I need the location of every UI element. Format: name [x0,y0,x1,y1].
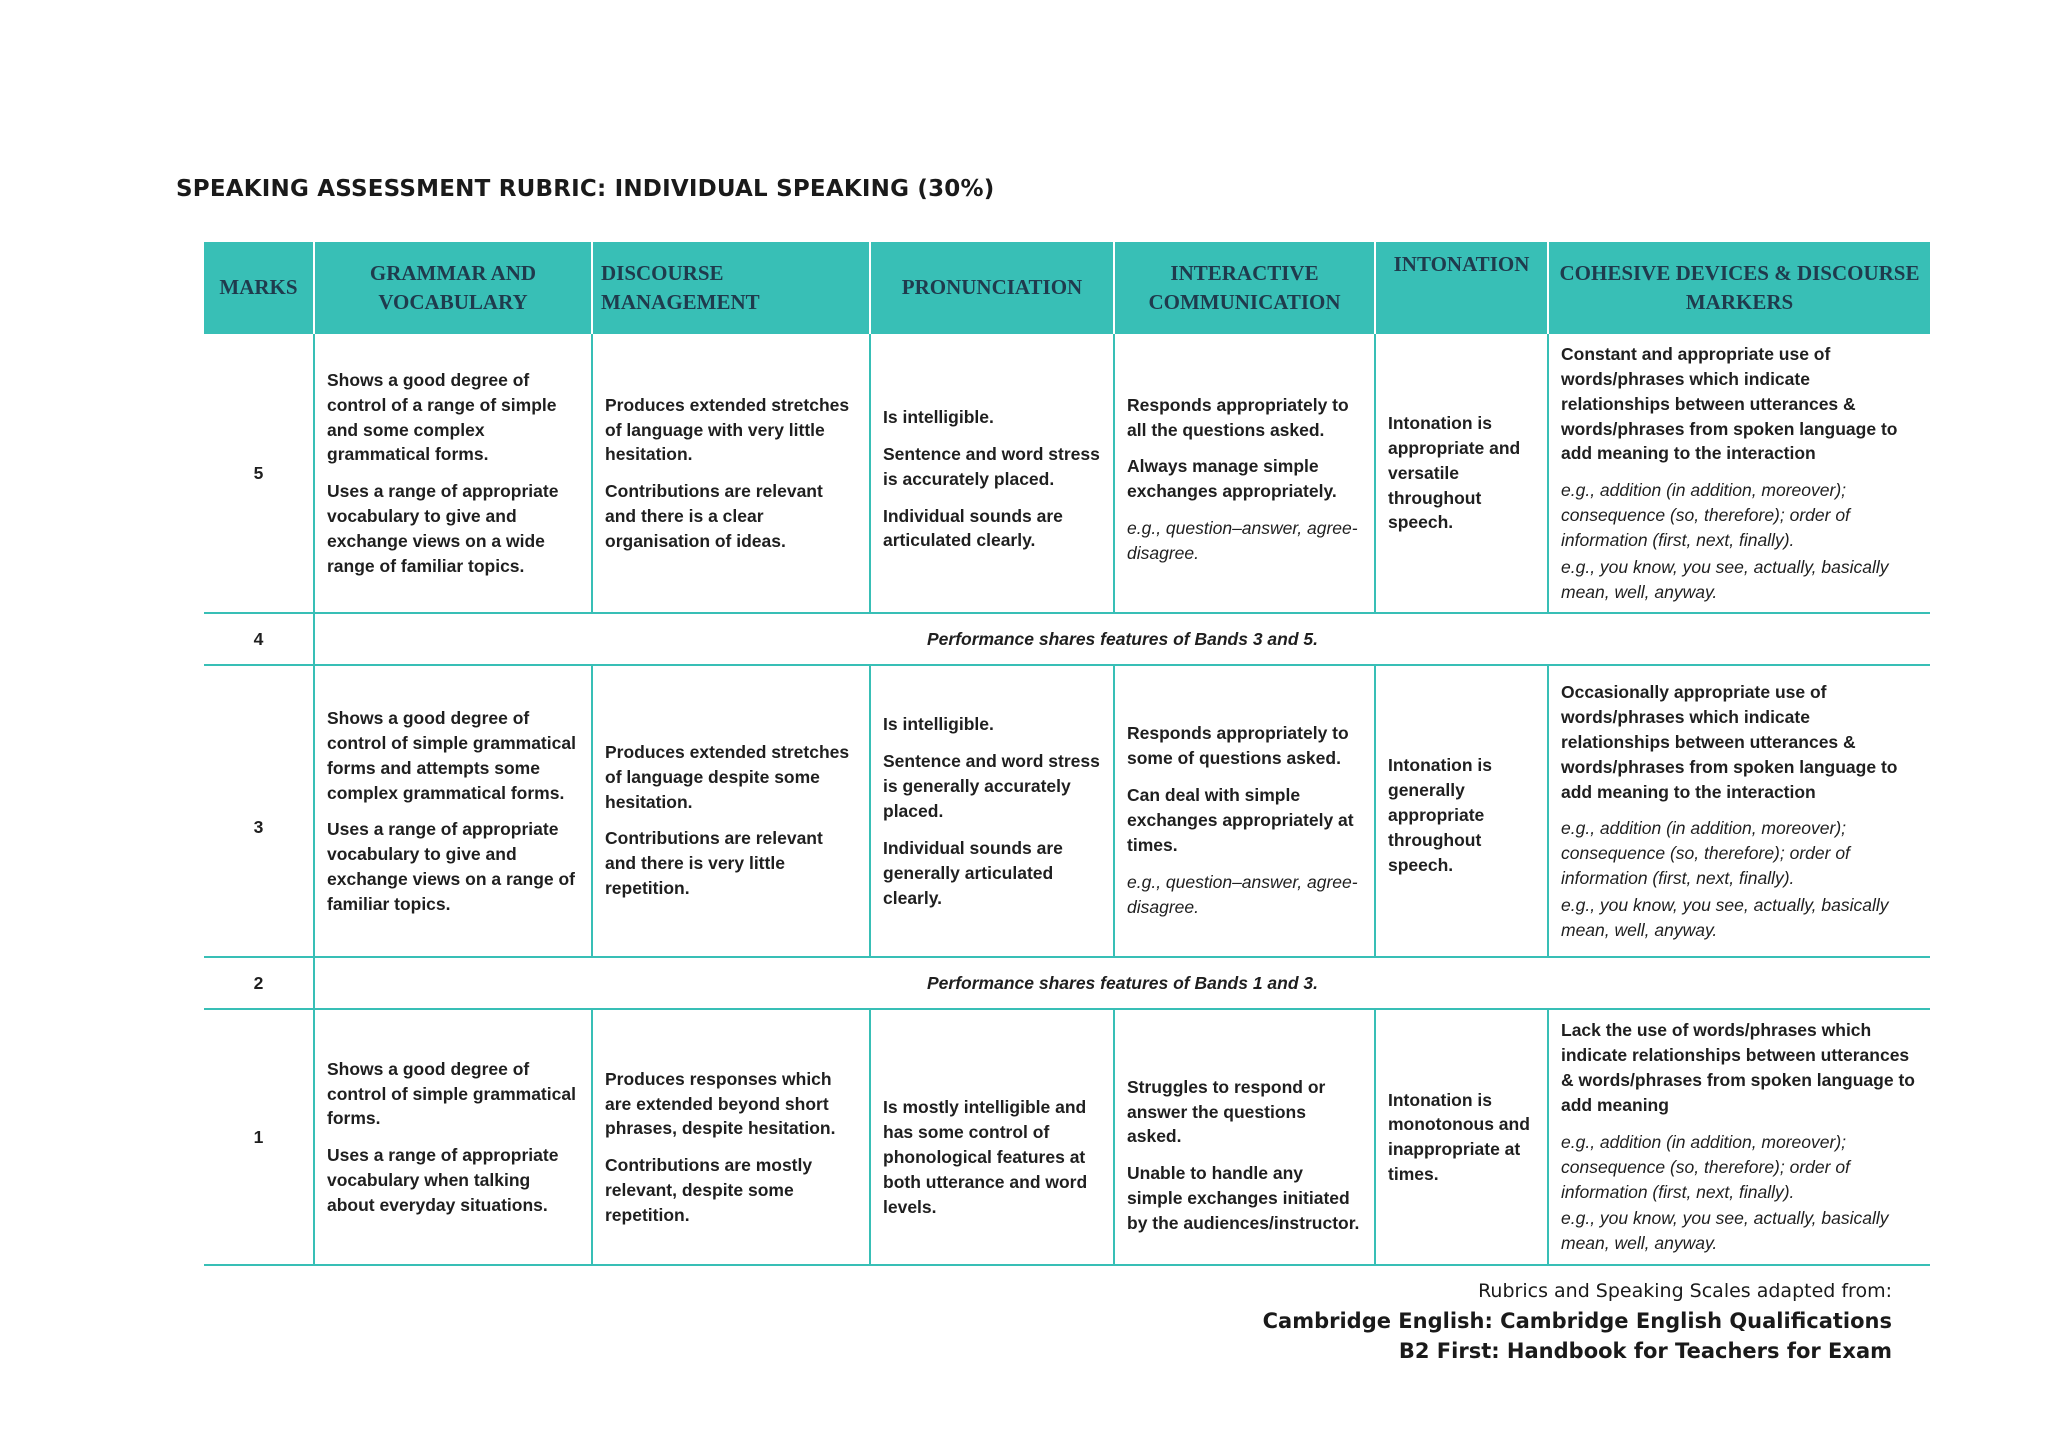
cohesive-1-text: Lack the use of words/phrases which indicate relationships between utterances & words/phrases from spoken language to add meaning [1561,1020,1915,1115]
grammar-5-b: Uses a range of appropriate vocabulary to give and exchange views on a wide range of familiar topics. [327,481,559,576]
pronunciation-3-b: Sentence and word stress is generally accurately placed. [883,751,1100,822]
band-row-1 [204,1009,1930,1265]
band-2-note: Performance shares features of Bands 1 and 3. [314,957,1930,1009]
header-discourse: DISCOURSE MANAGEMENT [592,242,870,334]
pronunciation-3 [870,665,1114,957]
interactive-5 [1114,334,1375,613]
header-pronunciation: PRONUNCIATION [870,242,1114,334]
document-title: SPEAKING ASSESSMENT RUBRIC: INDIVIDUAL SPEAKING (30%) [176,176,995,202]
header-grammar: GRAMMAR AND VOCABULARY [314,242,592,334]
pronunciation-1 [870,1009,1114,1265]
interactive-5-a: Responds appropriately to all the questions asked. [1127,394,1349,440]
source-line-2: B2 First: Handbook for Teachers for Exam [1398,1338,1892,1363]
mark-1: 1 [204,1009,314,1265]
mark-4: 4 [204,613,314,665]
mark-5: 5 [204,334,314,613]
band-row-3 [204,665,1930,957]
mark-2: 2 [204,957,314,1009]
grammar-1-b: Uses a range of appropriate vocabulary when talking about everyday situations. [327,1145,559,1215]
cohesive-3-example-1: e.g., addition (in addition, moreover); consequence (so, therefore); order of information (first, next, finally). [1561,818,1850,889]
band-row-2 [204,957,1930,1009]
cohesive-1-example-1: e.g., addition (in addition, moreover); consequence (so, therefore); order of information (first, next, finally). [1561,1131,1850,1202]
header-marks: MARKS [204,242,314,334]
grammar-5-a: Shows a good degree of control of a range of simple and some complex grammatical forms. [327,369,557,465]
cohesive-5-example-2: e.g., you know, you see, actually, basically mean, well, anyway. [1561,556,1889,602]
cohesive-3-example-2: e.g., you know, you see, actually, basically mean, well, anyway. [1561,894,1889,940]
pronunciation-5-a: Is intelligible. [883,407,994,428]
pronunciation-1-a: Is mostly intelligible and has some control of phonological features at both utterance and word levels. [883,1097,1088,1217]
discourse-3-b: Contributions are relevant and there is very little repetition. [605,828,823,899]
interactive-5-example: e.g., question–answer, agree-disagree. [1127,518,1358,563]
rubric-table [204,242,1930,1266]
interactive-1-b: Unable to handle any simple exchanges initiated by the audiences/instructor. [1127,1163,1360,1233]
cohesive-3 [1548,665,1930,957]
discourse-5 [592,334,870,613]
discourse-1-b: Contributions are mostly relevant, despite some repetition. [605,1155,813,1225]
pronunciation-5-c: Individual sounds are articulated clearly. [883,505,1063,551]
pronunciation-5-b: Sentence and word stress is accurately placed. [883,443,1100,489]
header-row [204,242,1930,334]
grammar-1 [314,1009,592,1265]
mark-3: 3 [204,665,314,957]
cohesive-5 [1548,334,1930,613]
pronunciation-3-c: Individual sounds are generally articulated clearly. [883,837,1063,908]
discourse-3-a: Produces extended stretches of language despite some hesitation. [605,741,850,812]
cohesive-1 [1548,1009,1930,1265]
discourse-1 [592,1009,870,1265]
source-intro: Rubrics and Speaking Scales adapted from: [1478,1280,1892,1302]
source-line-1: Cambridge English: Cambridge English Qualifications [1262,1308,1892,1333]
cohesive-3-text: Occasionally appropriate use of words/phrases which indicate relationships between utterances & words/phrases from spoken language to add meaning to the interaction [1561,682,1898,802]
band-row-4 [204,613,1930,665]
grammar-3-b: Uses a range of appropriate vocabulary to give and exchange views on a range of familiar topics. [327,819,575,914]
discourse-1-a: Produces responses which are extended beyond short phrases, despite hesitation. [605,1068,836,1139]
header-intonation: INTONATION [1375,242,1548,334]
interactive-3 [1114,665,1375,957]
header-cohesive: COHESIVE DEVICES & DISCOURSE MARKERS [1548,242,1930,334]
band-4-note: Performance shares features of Bands 3 and 5. [314,613,1930,665]
interactive-3-b: Can deal with simple exchanges appropriately at times. [1127,785,1354,855]
intonation-5: Intonation is appropriate and versatile throughout speech. [1375,334,1548,613]
discourse-5-b: Contributions are relevant and there is a clear organisation of ideas. [605,481,823,551]
interactive-1-a: Struggles to respond or answer the questions asked. [1127,1076,1326,1147]
discourse-3 [592,665,870,957]
grammar-5 [314,334,592,613]
pronunciation-5 [870,334,1114,613]
cohesive-5-text: Constant and appropriate use of words/phrases which indicate relationships between utterances & words/phrases from spoken language to add meaning to the interaction [1561,344,1898,464]
band-row-5 [204,334,1930,613]
discourse-5-a: Produces extended stretches of language with very little hesitation. [605,394,850,465]
header-interactive: INTERACTIVE COMMUNICATION [1114,242,1375,334]
pronunciation-3-a: Is intelligible. [883,714,994,735]
interactive-3-example: e.g., question–answer, agree-disagree. [1127,871,1358,917]
grammar-3 [314,665,592,957]
cohesive-1-example-2: e.g., you know, you see, actually, basically mean, well, anyway. [1561,1208,1889,1254]
cohesive-5-example-1: e.g., addition (in addition, moreover); consequence (so, therefore); order of information (first, next, finally). [1561,480,1850,550]
grammar-3-a: Shows a good degree of control of simple grammatical forms and attempts some complex grammatical forms. [327,708,576,803]
interactive-3-a: Responds appropriately to some of questions asked. [1127,723,1349,769]
source-credit [1263,1278,1892,1366]
intonation-1: Intonation is monotonous and inappropriate at times. [1375,1009,1548,1265]
interactive-1 [1114,1009,1375,1265]
intonation-3: Intonation is generally appropriate throughout speech. [1375,665,1548,957]
interactive-5-b: Always manage simple exchanges appropriately. [1127,456,1337,502]
grammar-1-a: Shows a good degree of control of simple grammatical forms. [327,1058,576,1129]
